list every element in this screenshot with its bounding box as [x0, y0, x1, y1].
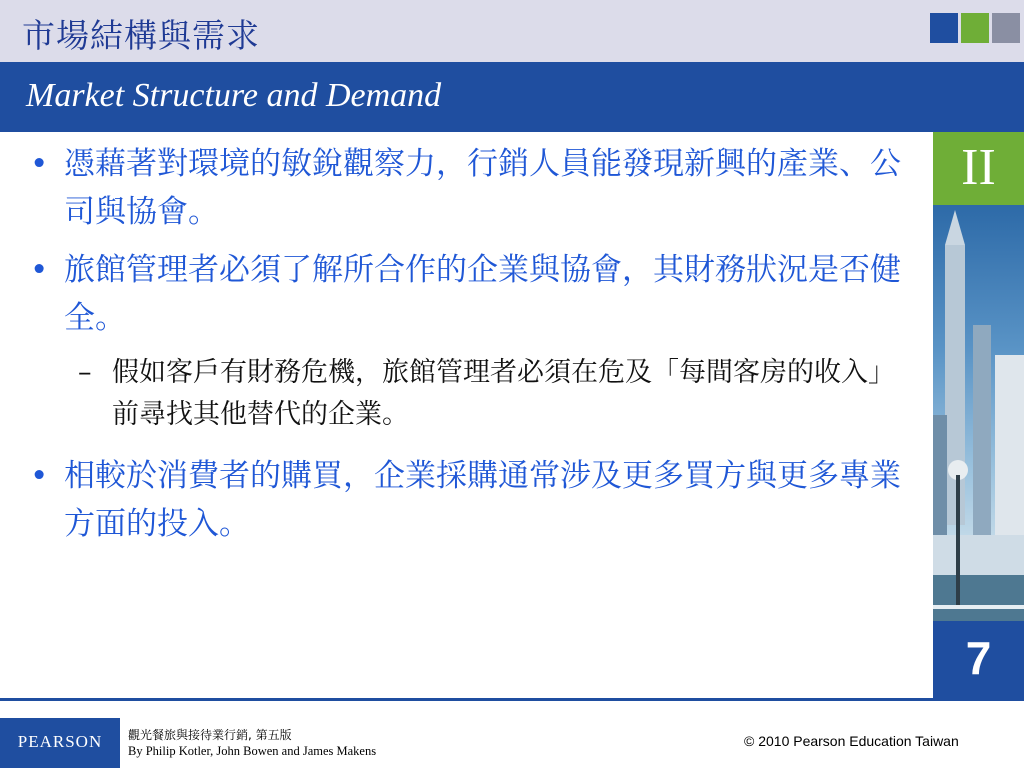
sub-bullet-item	[30, 352, 925, 436]
book-title: 觀光餐旅與接待業行銷, 第五版	[128, 728, 292, 742]
bullet-item	[30, 140, 925, 236]
square-blue	[930, 13, 958, 43]
decorative-squares	[930, 13, 1020, 43]
part-label: II	[961, 139, 996, 196]
square-green	[961, 13, 989, 43]
part-badge	[933, 132, 1024, 205]
copyright-notice: © 2010 Pearson Education Taiwan	[744, 733, 959, 749]
slide-subtitle: Market Structure and Demand	[26, 77, 442, 114]
railing-shape	[933, 605, 1024, 609]
bullet-text: 相較於消費者的購買，企業採購通常涉及更多買方與更多專業方面的投入。	[64, 458, 901, 542]
bullet-marker: •	[30, 146, 49, 182]
building-shape	[933, 415, 947, 555]
side-panel	[933, 132, 1024, 698]
square-gray	[992, 13, 1020, 43]
waterfront-shape	[933, 535, 1024, 575]
bullet-item	[30, 452, 925, 548]
bullet-marker: •	[30, 252, 49, 288]
tower-shape	[945, 245, 965, 525]
slide-title: 市場結構與需求	[22, 16, 260, 55]
building-shape	[973, 325, 991, 545]
bullet-list	[30, 140, 925, 558]
skyline-illustration	[933, 205, 1024, 690]
publisher-logo	[0, 718, 120, 768]
logo-text: PEARSON	[17, 732, 103, 751]
bullet-marker: •	[30, 458, 49, 494]
building-shape	[995, 355, 1024, 535]
city-skyline-image	[933, 205, 1024, 690]
bullet-text: 旅館管理者必須了解所合作的企業與協會，其財務狀況是否健全。	[64, 252, 901, 336]
lamp-post	[956, 475, 960, 605]
bullet-item	[30, 246, 925, 342]
footer-divider	[0, 698, 1024, 701]
page-number: 7	[965, 632, 992, 684]
page-number-box	[933, 621, 1024, 698]
book-authors: By Philip Kotler, John Bowen and James Makens	[128, 744, 377, 758]
bullet-text: 憑藉著對環境的敏銳觀察力，行銷人員能發現新興的產業、公司與協會。	[64, 146, 901, 230]
tower-spire	[945, 210, 965, 245]
sub-bullet-marker: –	[78, 357, 92, 388]
sub-bullet-text: 假如客戶有財務危機，旅館管理者必須在危及「每間客房的收入」 前尋找其他替代的企業。	[112, 357, 895, 430]
